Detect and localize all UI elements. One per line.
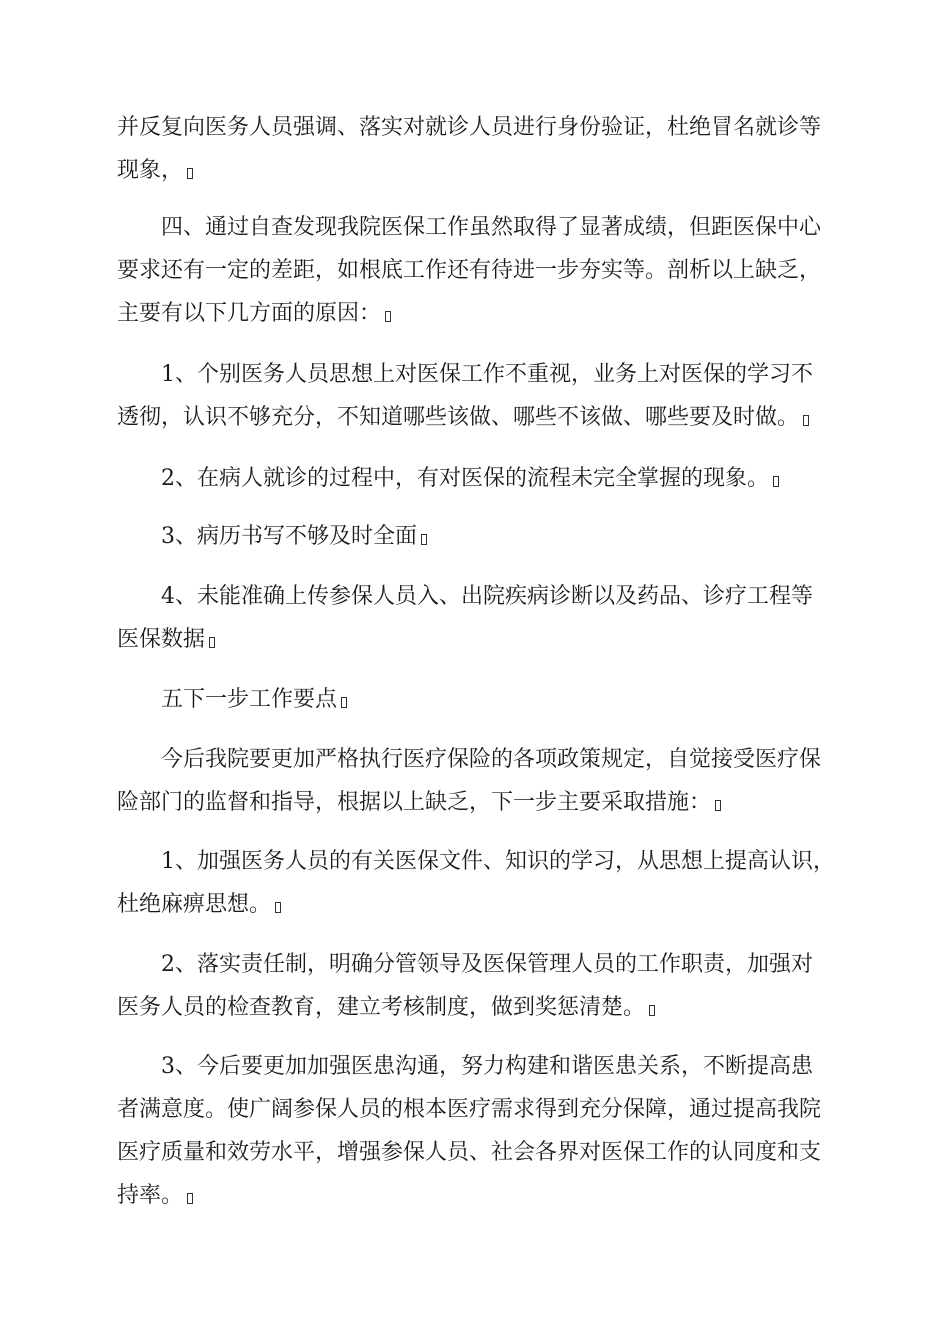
paragraph-mark-icon	[187, 168, 193, 179]
paragraph-section-four	[117, 206, 852, 335]
paragraph-mark-icon	[187, 1193, 193, 1204]
text-line: 持率。	[117, 1183, 184, 1208]
text-line: 医务人员的检查教育，建立考核制度，做到奖惩清楚。	[117, 995, 646, 1020]
paragraph-item-1	[117, 353, 852, 439]
text-line: 险部门的监督和指导，根据以上缺乏，下一步主要采取措施：	[117, 790, 712, 815]
paragraph-mark-icon	[385, 311, 391, 322]
paragraph-mark-icon	[341, 697, 347, 708]
text-line: 者满意度。使广阔参保人员的根本医疗需求得到充分保障，通过提高我院	[117, 1097, 822, 1122]
text-line: 2、在病人就诊的过程中，有对医保的流程未完全掌握的现象。	[161, 466, 769, 491]
text-line: 透彻，认识不够充分，不知道哪些该做、哪些不该做、哪些要及时做。	[117, 405, 800, 430]
text-line: 主要有以下几方面的原因：	[117, 301, 382, 326]
text-line: 3、病历书写不够及时全面	[161, 524, 417, 549]
text-line: 1、加强医务人员的有关医保文件、知识的学习，从思想上提高认识，	[161, 849, 835, 874]
text-line: 4、未能准确上传参保人员入、出院疾病诊断以及药品、诊疗工程等	[161, 584, 813, 609]
paragraph-item-2	[117, 457, 852, 500]
paragraph-mark-icon	[275, 902, 281, 913]
paragraph-mark-icon	[649, 1005, 655, 1016]
text-line: 四、通过自查发现我院医保工作虽然取得了显著成绩，但距医保中心	[161, 215, 822, 240]
text-line: 医疗质量和效劳水平，增强参保人员、社会各界对医保工作的认同度和支	[117, 1140, 822, 1165]
text-line: 并反复向医务人员强调、落实对就诊人员进行身份验证，杜绝冒名就诊等	[117, 115, 822, 140]
text-line: 杜绝麻痹思想。	[117, 892, 272, 917]
text-line: 要求还有一定的差距，如根底工作还有待进一步夯实等。剖析以上缺乏，	[117, 258, 822, 283]
paragraph-mark-icon	[803, 415, 809, 426]
paragraph-item-3	[117, 515, 852, 558]
text-line: 现象，	[117, 158, 184, 183]
paragraph-section-five	[117, 678, 852, 721]
paragraph-measure-3	[117, 1045, 852, 1217]
paragraph-mark-icon	[773, 476, 779, 487]
paragraph-mark-icon	[421, 534, 427, 545]
paragraph-continuation	[117, 106, 852, 192]
text-line: 今后我院要更加严格执行医疗保险的各项政策规定，自觉接受医疗保	[161, 747, 822, 772]
paragraph-mark-icon	[209, 637, 215, 648]
text-line: 2、落实责任制，明确分管领导及医保管理人员的工作职责，加强对	[161, 952, 813, 977]
paragraph-measure-2	[117, 943, 852, 1029]
paragraph-item-4	[117, 575, 852, 661]
text-line: 1、个别医务人员思想上对医保工作不重视，业务上对医保的学习不	[161, 362, 813, 387]
paragraph-measures-intro	[117, 738, 852, 824]
section-heading: 五下一步工作要点	[161, 687, 338, 712]
paragraph-measure-1	[117, 840, 852, 926]
text-line: 医保数据	[117, 627, 206, 652]
text-line: 3、今后要更加加强医患沟通，努力构建和谐医患关系，不断提高患	[161, 1054, 813, 1079]
paragraph-mark-icon	[715, 800, 721, 811]
